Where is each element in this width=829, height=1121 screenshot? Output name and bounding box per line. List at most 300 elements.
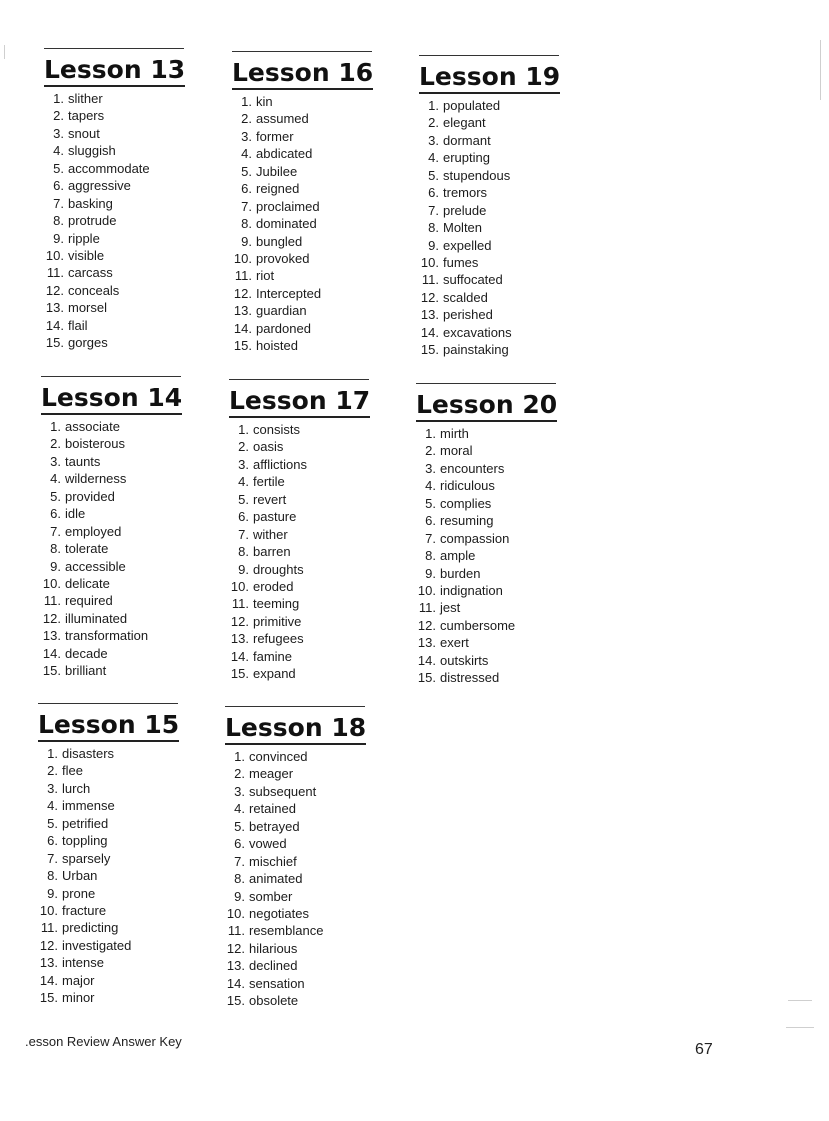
answer-item [38, 989, 188, 1006]
answer-item [225, 835, 375, 852]
lesson-block [38, 703, 188, 1007]
answer-number: 3. [241, 128, 252, 144]
answer-number: 5. [238, 491, 249, 507]
answer-number: 15. [39, 990, 58, 1006]
answer-word: outskirts [440, 652, 489, 668]
answer-number: 2. [47, 763, 58, 779]
answer-number: 6. [425, 513, 436, 529]
answer-item [44, 107, 194, 124]
answer-word: erupting [443, 150, 490, 166]
answer-item [416, 477, 566, 494]
answer-word: fracture [62, 902, 107, 918]
answer-number: 12. [417, 617, 436, 633]
answer-word: expelled [443, 237, 492, 253]
answer-number: 8. [428, 220, 439, 236]
answer-item [41, 453, 191, 470]
answer-number: 14. [226, 975, 245, 991]
answer-word: consists [253, 422, 300, 437]
answer-word: brilliant [65, 663, 107, 679]
answer-number: 7. [234, 853, 245, 869]
lesson-title: Lesson 16 [232, 58, 373, 90]
answer-item [416, 565, 566, 582]
answer-word: accommodate [68, 160, 150, 176]
answer-number: 12. [226, 940, 245, 956]
lesson-block [416, 383, 566, 687]
answer-number: 9. [53, 230, 64, 246]
answer-item [38, 832, 188, 849]
answer-item [419, 184, 569, 201]
answer-number: 7. [53, 195, 64, 211]
answer-item [232, 285, 382, 302]
answer-item [38, 972, 188, 989]
answer-word: conceals [68, 282, 120, 298]
answer-number: 10. [233, 250, 252, 266]
answer-number: 5. [53, 160, 64, 176]
answer-number: 13. [230, 631, 249, 647]
answer-item [416, 582, 566, 599]
lesson-title: Lesson 14 [41, 383, 182, 415]
answer-number: 1. [428, 98, 439, 113]
answer-item [225, 853, 375, 870]
answer-item [416, 495, 566, 512]
answer-word: boisterous [65, 436, 125, 452]
answer-item [416, 442, 566, 459]
answer-word: provided [65, 488, 115, 504]
answer-number: 11. [231, 596, 249, 612]
answer-item [416, 599, 566, 616]
answer-number: 13. [42, 628, 61, 644]
answer-number: 7. [47, 850, 58, 866]
answer-word: animated [249, 871, 303, 887]
answer-number: 4. [53, 143, 64, 159]
lesson-top-rule [229, 379, 369, 380]
answer-word: Intercepted [256, 285, 322, 301]
answer-word: somber [249, 888, 293, 904]
answer-number: 10. [417, 582, 436, 598]
lesson-title: Lesson 19 [419, 62, 560, 94]
answer-item [38, 815, 188, 832]
answer-number: 9. [50, 558, 61, 574]
answer-item [41, 505, 191, 522]
answer-word: pasture [253, 509, 297, 525]
answer-number: 4. [47, 798, 58, 814]
answer-number: 9. [234, 888, 245, 904]
answer-number: 5. [234, 818, 245, 834]
answer-item [41, 662, 191, 679]
answer-number: 6. [47, 833, 58, 849]
answer-item [44, 317, 194, 334]
answer-list [232, 93, 382, 355]
answer-item [229, 561, 379, 578]
answer-word: excavations [443, 324, 512, 340]
answer-item [44, 299, 194, 316]
answer-word: mischief [249, 853, 297, 869]
answer-number: 1. [241, 94, 252, 109]
answer-word: convinced [249, 749, 308, 764]
answer-number: 3. [238, 456, 249, 472]
answer-item [41, 645, 191, 662]
answer-word: illuminated [65, 610, 128, 626]
answer-word: required [65, 593, 113, 609]
answer-list [225, 748, 375, 1010]
answer-item [41, 575, 191, 592]
answer-number: 5. [47, 815, 58, 831]
answer-item [232, 93, 382, 110]
answer-word: elegant [443, 115, 486, 131]
answer-item [225, 765, 375, 782]
answer-number: 3. [50, 453, 61, 469]
answer-word: prelude [443, 202, 487, 218]
answer-number: 7. [238, 526, 249, 542]
answer-number: 14. [42, 645, 61, 661]
scan-margin-mark [788, 1000, 812, 1001]
answer-number: 7. [425, 530, 436, 546]
answer-item [41, 523, 191, 540]
answer-number: 2. [238, 439, 249, 455]
answer-word: sparsely [62, 850, 111, 866]
answer-number: 13. [39, 955, 58, 971]
answer-word: indignation [440, 582, 503, 598]
answer-number: 5. [50, 488, 61, 504]
answer-item [229, 508, 379, 525]
answer-number: 10. [226, 905, 245, 921]
answer-number: 12. [230, 613, 249, 629]
answer-item [41, 435, 191, 452]
answer-word: employed [65, 523, 122, 539]
answer-item [38, 762, 188, 779]
answer-word: slither [68, 91, 103, 106]
answer-word: hilarious [249, 940, 298, 956]
answer-word: petrified [62, 815, 109, 831]
answer-number: 14. [233, 320, 252, 336]
answer-word: idle [65, 506, 86, 522]
lesson-title: Lesson 17 [229, 386, 370, 418]
answer-word: accessible [65, 558, 126, 574]
answer-number: 12. [45, 282, 64, 298]
answer-word: morsel [68, 300, 108, 316]
answer-item [419, 114, 569, 131]
answer-word: delicate [65, 575, 110, 591]
answer-item [41, 558, 191, 575]
answer-word: oasis [253, 439, 284, 455]
answer-number: 2. [425, 443, 436, 459]
answer-item [41, 627, 191, 644]
answer-word: gorges [68, 335, 108, 351]
answer-item [416, 669, 566, 686]
lesson-title: Lesson 18 [225, 713, 366, 745]
lesson-block [225, 706, 375, 1010]
answer-word: negotiates [249, 905, 309, 921]
answer-word: carcass [68, 265, 113, 281]
answer-item [232, 163, 382, 180]
answer-word: Urban [62, 868, 98, 884]
answer-number: 3. [428, 132, 439, 148]
answer-number: 7. [428, 202, 439, 218]
answer-word: expand [253, 666, 296, 682]
answer-word: decade [65, 645, 108, 661]
answer-word: burden [440, 565, 481, 581]
answer-word: former [256, 128, 294, 144]
answer-number: 8. [425, 548, 436, 564]
answer-word: abdicated [256, 146, 313, 162]
answer-word: assumed [256, 111, 309, 127]
answer-number: 2. [241, 111, 252, 127]
answer-word: major [62, 972, 95, 988]
answer-number: 14. [45, 317, 64, 333]
answer-number: 11. [421, 272, 439, 288]
answer-list [41, 418, 191, 680]
answer-number: 11. [234, 268, 252, 284]
answer-list [416, 425, 566, 687]
answer-number: 11. [40, 920, 58, 936]
answer-item [419, 306, 569, 323]
answer-number: 15. [417, 670, 436, 686]
answer-word: droughts [253, 561, 304, 577]
answer-item [416, 652, 566, 669]
answer-number: 6. [53, 178, 64, 194]
answer-number: 3. [53, 125, 64, 141]
answer-word: declined [249, 958, 298, 974]
answer-number: 14. [420, 324, 439, 340]
answer-number: 8. [47, 868, 58, 884]
answer-number: 3. [425, 460, 436, 476]
answer-number: 9. [428, 237, 439, 253]
answer-number: 7. [50, 523, 61, 539]
answer-number: 12. [39, 937, 58, 953]
answer-word: compassion [440, 530, 510, 546]
answer-number: 11. [227, 923, 245, 939]
answer-word: reigned [256, 181, 300, 197]
answer-number: 5. [425, 495, 436, 511]
answer-item [41, 488, 191, 505]
answer-word: exert [440, 635, 469, 651]
answer-number: 12. [420, 289, 439, 305]
answer-word: stupendous [443, 167, 511, 183]
answer-item [38, 745, 188, 762]
answer-word: dormant [443, 132, 491, 148]
answer-word: fumes [443, 254, 479, 270]
answer-number: 6. [238, 509, 249, 525]
answer-number: 2. [234, 766, 245, 782]
answer-word: tapers [68, 108, 105, 124]
answer-number: 6. [234, 836, 245, 852]
answer-word: protrude [68, 213, 117, 229]
answer-item [229, 613, 379, 630]
answer-word: vowed [249, 836, 287, 852]
answer-number: 12. [233, 285, 252, 301]
answer-item [232, 233, 382, 250]
answer-word: hoisted [256, 338, 298, 354]
answer-word: retained [249, 801, 296, 817]
answer-word: Jubilee [256, 163, 298, 179]
answer-list [44, 90, 194, 352]
answer-number: 7. [241, 198, 252, 214]
lesson-block [419, 55, 569, 359]
answer-item [419, 289, 569, 306]
answer-word: sensation [249, 975, 305, 991]
lesson-top-rule [232, 51, 372, 52]
answer-word: barren [253, 544, 291, 560]
answer-number: 6. [50, 506, 61, 522]
answer-item [225, 957, 375, 974]
answer-list [419, 97, 569, 359]
answer-word: teeming [253, 596, 300, 612]
answer-item [229, 648, 379, 665]
answer-item [44, 195, 194, 212]
answer-word: proclaimed [256, 198, 320, 214]
answer-item [225, 922, 375, 939]
answer-word: refugees [253, 631, 304, 647]
answer-item [225, 870, 375, 887]
answer-item [416, 425, 566, 442]
answer-word: sluggish [68, 143, 116, 159]
answer-item [229, 665, 379, 682]
answer-number: 12. [42, 610, 61, 626]
answer-number: 13. [417, 635, 436, 651]
answer-word: pardoned [256, 320, 311, 336]
lesson-top-rule [41, 376, 181, 377]
answer-item [44, 247, 194, 264]
answer-word: snout [68, 125, 100, 141]
answer-number: 1. [425, 426, 436, 441]
answer-item [229, 491, 379, 508]
answer-number: 4. [428, 150, 439, 166]
answer-number: 11. [43, 593, 61, 609]
answer-number: 9. [425, 565, 436, 581]
answer-word: cumbersome [440, 617, 516, 633]
answer-number: 9. [47, 885, 58, 901]
answer-item [419, 149, 569, 166]
answer-number: 2. [53, 108, 64, 124]
answer-item [419, 97, 569, 114]
answer-number: 4. [234, 801, 245, 817]
answer-item [419, 202, 569, 219]
answer-item [225, 748, 375, 765]
answer-number: 11. [418, 600, 436, 616]
answer-number: 15. [233, 338, 252, 354]
answer-item [416, 617, 566, 634]
answer-item [232, 320, 382, 337]
answer-word: encounters [440, 460, 505, 476]
answer-word: lurch [62, 780, 91, 796]
answer-item [44, 230, 194, 247]
answer-word: scalded [443, 289, 488, 305]
answer-number: 1. [234, 749, 245, 764]
answer-item [229, 595, 379, 612]
answer-word: prone [62, 885, 96, 901]
answer-item [229, 421, 379, 438]
answer-word: fertile [253, 474, 285, 490]
answer-word: disasters [62, 746, 115, 761]
answer-word: jest [440, 600, 461, 616]
answer-number: 5. [241, 163, 252, 179]
answer-item [419, 219, 569, 236]
answer-item [232, 215, 382, 232]
lesson-block [44, 48, 194, 352]
answer-number: 4. [425, 478, 436, 494]
answer-number: 1. [47, 746, 58, 761]
answer-word: ripple [68, 230, 100, 246]
answer-number: 3. [47, 780, 58, 796]
answer-item [232, 337, 382, 354]
answer-word: subsequent [249, 783, 317, 799]
lesson-top-rule [416, 383, 556, 384]
answer-number: 13. [420, 307, 439, 323]
answer-item [44, 90, 194, 107]
answer-item [38, 797, 188, 814]
answer-item [416, 512, 566, 529]
scan-margin-mark [820, 40, 821, 100]
answer-item [41, 470, 191, 487]
answer-number: 1. [238, 422, 249, 437]
answer-item [232, 128, 382, 145]
answer-number: 15. [226, 993, 245, 1009]
answer-number: 13. [233, 303, 252, 319]
answer-number: 15. [420, 342, 439, 358]
answer-item [41, 610, 191, 627]
answer-word: mirth [440, 426, 469, 441]
lesson-title: Lesson 20 [416, 390, 557, 422]
answer-word: minor [62, 990, 95, 1006]
answer-word: transformation [65, 628, 149, 644]
answer-word: visible [68, 247, 105, 263]
answer-item [229, 543, 379, 560]
answer-item [41, 592, 191, 609]
answer-word: toppling [62, 833, 108, 849]
answer-item [229, 630, 379, 647]
answer-word: bungled [256, 233, 303, 249]
answer-word: ample [440, 548, 476, 564]
scan-margin-mark [4, 45, 5, 59]
answer-word: investigated [62, 937, 132, 953]
answer-number: 8. [238, 544, 249, 560]
answer-item [419, 254, 569, 271]
lesson-title: Lesson 13 [44, 55, 185, 87]
answer-word: riot [256, 268, 275, 284]
answer-item [419, 341, 569, 358]
answer-number: 10. [420, 254, 439, 270]
answer-word: taunts [65, 453, 101, 469]
answer-word: eroded [253, 578, 294, 594]
answer-item [232, 180, 382, 197]
answer-word: wilderness [65, 471, 127, 487]
answer-item [44, 264, 194, 281]
answer-word: predicting [62, 920, 119, 936]
answer-word: flail [68, 317, 88, 333]
answer-item [225, 992, 375, 1009]
answer-number: 8. [234, 871, 245, 887]
answer-item [44, 334, 194, 351]
answer-number: 15. [42, 663, 61, 679]
answer-number: 9. [241, 233, 252, 249]
answer-word: resuming [440, 513, 494, 529]
answer-item [38, 937, 188, 954]
answer-word: afflictions [253, 456, 307, 472]
answer-word: perished [443, 307, 493, 323]
answer-word: complies [440, 495, 492, 511]
answer-item [419, 237, 569, 254]
answer-item [232, 145, 382, 162]
answer-item [229, 438, 379, 455]
answer-number: 3. [234, 783, 245, 799]
answer-word: tolerate [65, 541, 109, 557]
answer-number: 14. [417, 652, 436, 668]
answer-word: resemblance [249, 923, 324, 939]
answer-number: 6. [241, 181, 252, 197]
answer-word: distressed [440, 670, 500, 686]
answer-item [38, 954, 188, 971]
answer-item [44, 125, 194, 142]
